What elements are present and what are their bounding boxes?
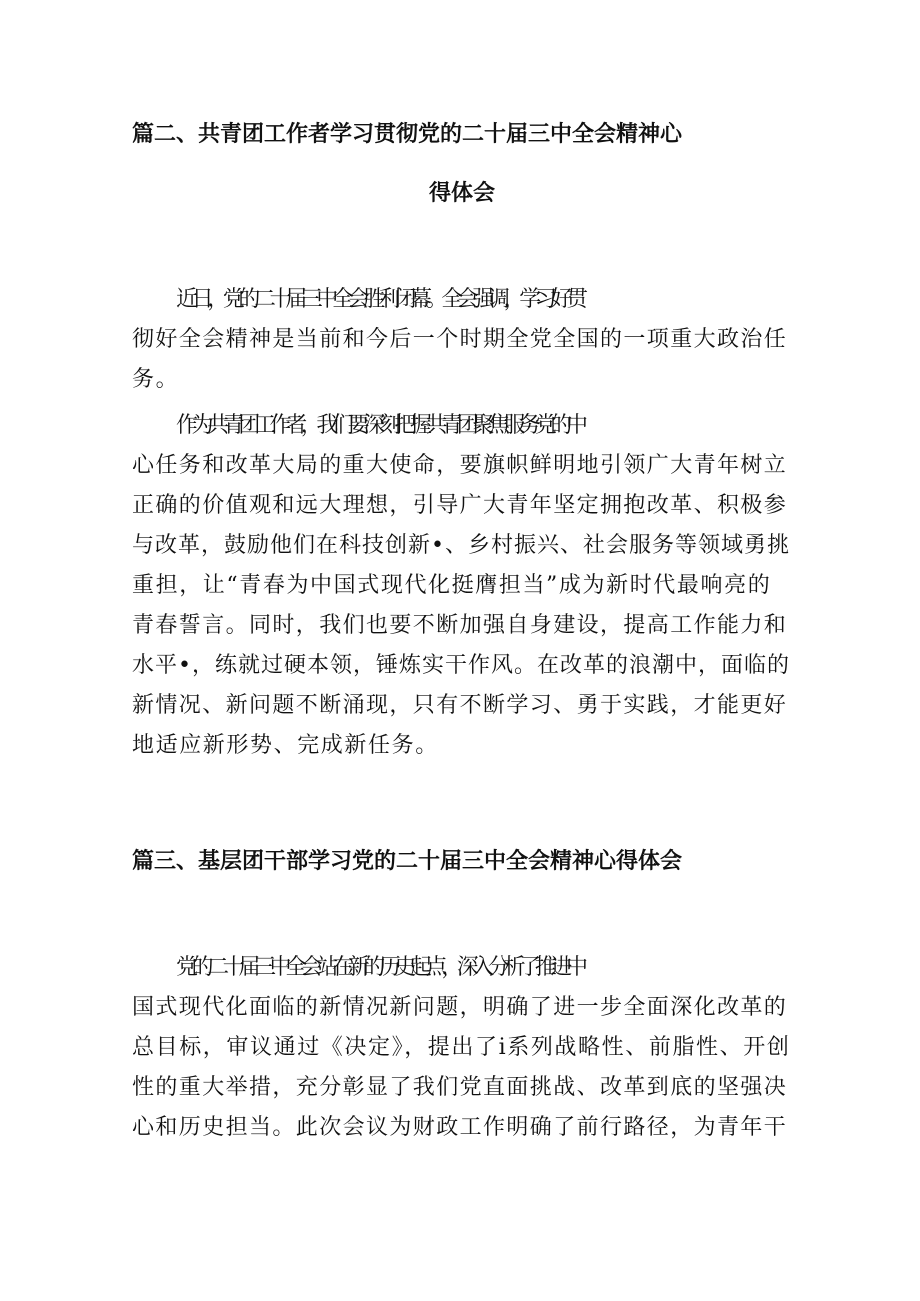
paragraph-line: 党的二十届三中全会站在新的历史起点，深入分析了推进中 (176, 955, 582, 980)
section2-paragraph-2 (132, 406, 792, 766)
paragraph-line: 作为共青团工作者，我们要深刻把握共青团聚焦服务党的中 (176, 413, 582, 438)
paragraph-line: 总目标，审议通过《决定》，提出了i系列战略性、前脂性、开创 (132, 1035, 791, 1060)
section2-title-line2: 得体会 (428, 181, 495, 206)
paragraph-line: 新情况、新问题不断涌现，只有不断学习、勇于实践，才能更好 (132, 693, 788, 718)
paragraph-line: 与改革，鼓励他们在科技创新•、乡村振兴、社会服务等领域勇挑 (132, 533, 790, 558)
paragraph-line: 务。 (132, 367, 180, 392)
paragraph-line: 近日，党的二十届三中全会胜利闭幕。全会强调，学习好贯 (176, 287, 582, 312)
paragraph-line: 地适应新形势、完成新任务。 (132, 733, 439, 758)
paragraph-line: 心和历史担当。此次会议为财政工作明确了前行路径，为青年干 (132, 1115, 788, 1140)
section3-paragraph-1 (132, 948, 792, 1148)
paragraph-line: 重担，让“青春为中国式现代化挺膺担当”成为新时代最响亮的 (132, 573, 772, 598)
paragraph-line: 正确的价值观和远大理想，引导广大青年坚定拥抱改革、积极参 (132, 493, 788, 518)
paragraph-line: 性的重大举措，充分彰显了我们党直面挑战、改革到底的坚强决 (132, 1075, 788, 1100)
paragraph-line: 彻好全会精神是当前和今后一个时期全党全国的一项重大政治任 (132, 327, 788, 352)
section2-paragraph-1 (132, 280, 792, 400)
paragraph-line: 青春誓言。同时，我们也要不断加强自身建设，提高工作能力和 (132, 613, 788, 638)
section2-title-line1: 篇二、共青团工作者学习贯彻党的二十届三中全会精神心 (132, 122, 683, 147)
paragraph-line: 水平•，练就过硬本领，锤炼实干作风。在改革的浪潮中，面临的 (132, 653, 790, 678)
paragraph-line: 国式现代化面临的新情况新问题，明确了进一步全面深化改革的 (132, 995, 788, 1020)
paragraph-line: 心任务和改革大局的重大使命，要旗帜鲜明地引领广大青年树立 (132, 453, 788, 478)
section3-title: 篇三、基层团干部学习党的二十届三中全会精神心得体会 (132, 849, 683, 874)
